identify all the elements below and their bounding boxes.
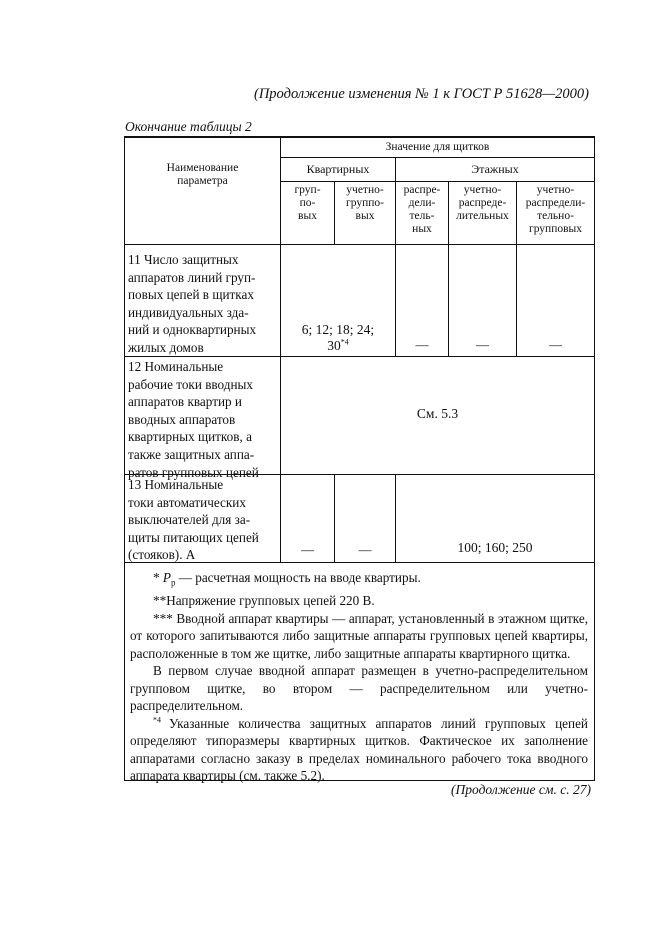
table-right-border xyxy=(594,136,595,780)
param-column-header: Наименование параметра xyxy=(166,162,239,187)
floor-group-header: Этажных xyxy=(471,162,519,176)
subcol-header-metering-distribution-group: учетно- распредели- тельно- групповых xyxy=(525,184,586,235)
continuation-footer: (Продолжение см. с. 27) xyxy=(451,782,591,797)
row-11-dash: — xyxy=(476,337,489,352)
row-11-param: 11 Число защитных аппаратов линий груп- повых цепей в щитках индивидуальных зда- ний и одноквартирных жилых домов xyxy=(128,252,257,355)
row-11-dash: — xyxy=(549,337,562,352)
table-hline xyxy=(280,157,595,158)
table-hline xyxy=(280,181,595,182)
subcol-header-distribution: распре- дели- тель- ных xyxy=(403,184,441,235)
row-12-value: См. 5.3 xyxy=(416,406,459,421)
footnote-1: * $P_р$ — расчетная мощность на вводе квартиры. xyxy=(153,570,421,588)
table-hline xyxy=(124,244,595,245)
row-11-dash: — xyxy=(415,337,429,352)
row-12-param: 12 Номинальные рабочие токи вводных аппаратов квартир и вводных аппаратов квартирных щитков, а также защитных аппа- ратов групповых цепей xyxy=(128,359,259,480)
row-13-dash: — xyxy=(301,542,314,557)
subcol-header-metering-distribution: учетно- распреде- лительных xyxy=(456,184,509,222)
table-top-border xyxy=(124,136,595,138)
footnotes xyxy=(130,569,588,785)
footnote-3-continuation: В первом случае вводной аппарат размещен в учетно-распределительном групповом щитке, во втором — распределительном или учетно-распределительном. xyxy=(130,663,588,714)
row-11-value: 6; 12; 18; 24; 30$^{*4}$ xyxy=(301,322,375,353)
footnote-4: $^{*4}$ Указанные количества защитных аппаратов линий групповых цепей определяют типоразмеры квартирных щитков. Фактическое их заполнение аппаратами согласно заказу в пределах номинального рабочего тока вводного аппарата квартиры (см. также 5.2). xyxy=(130,715,588,784)
row-13-value: 100; 160; 250 xyxy=(457,540,533,555)
value-group-header: Значение для щитков xyxy=(385,141,490,153)
row-13-dash: — xyxy=(358,542,372,557)
subcol-header-group: груп- по- вых xyxy=(294,184,321,222)
row-13-param: 13 Номинальные токи автоматических выключателей для за- щиты питающих цепей (стояков). А xyxy=(128,477,259,563)
table-left-border xyxy=(124,136,125,780)
subcol-header-metering-group: учетно- группо- вых xyxy=(346,184,384,222)
apartment-group-header: Квартирных xyxy=(306,162,370,176)
footnote-3: *** Вводной аппарат квартиры — аппарат, установленный в этажном щитке, от которого запитываются либо защитные аппараты групповых цепей квартиры, расположенные в том же щитке, либо защитные аппараты квартирного щитка. xyxy=(130,610,589,661)
continuation-header: (Продолжение изменения № 1 к ГОСТ Р 51628—2000) xyxy=(254,86,589,102)
table-caption: Окончание таблицы 2 xyxy=(125,119,252,134)
footnote-2: **Напряжение групповых цепей 220 В. xyxy=(153,593,375,609)
